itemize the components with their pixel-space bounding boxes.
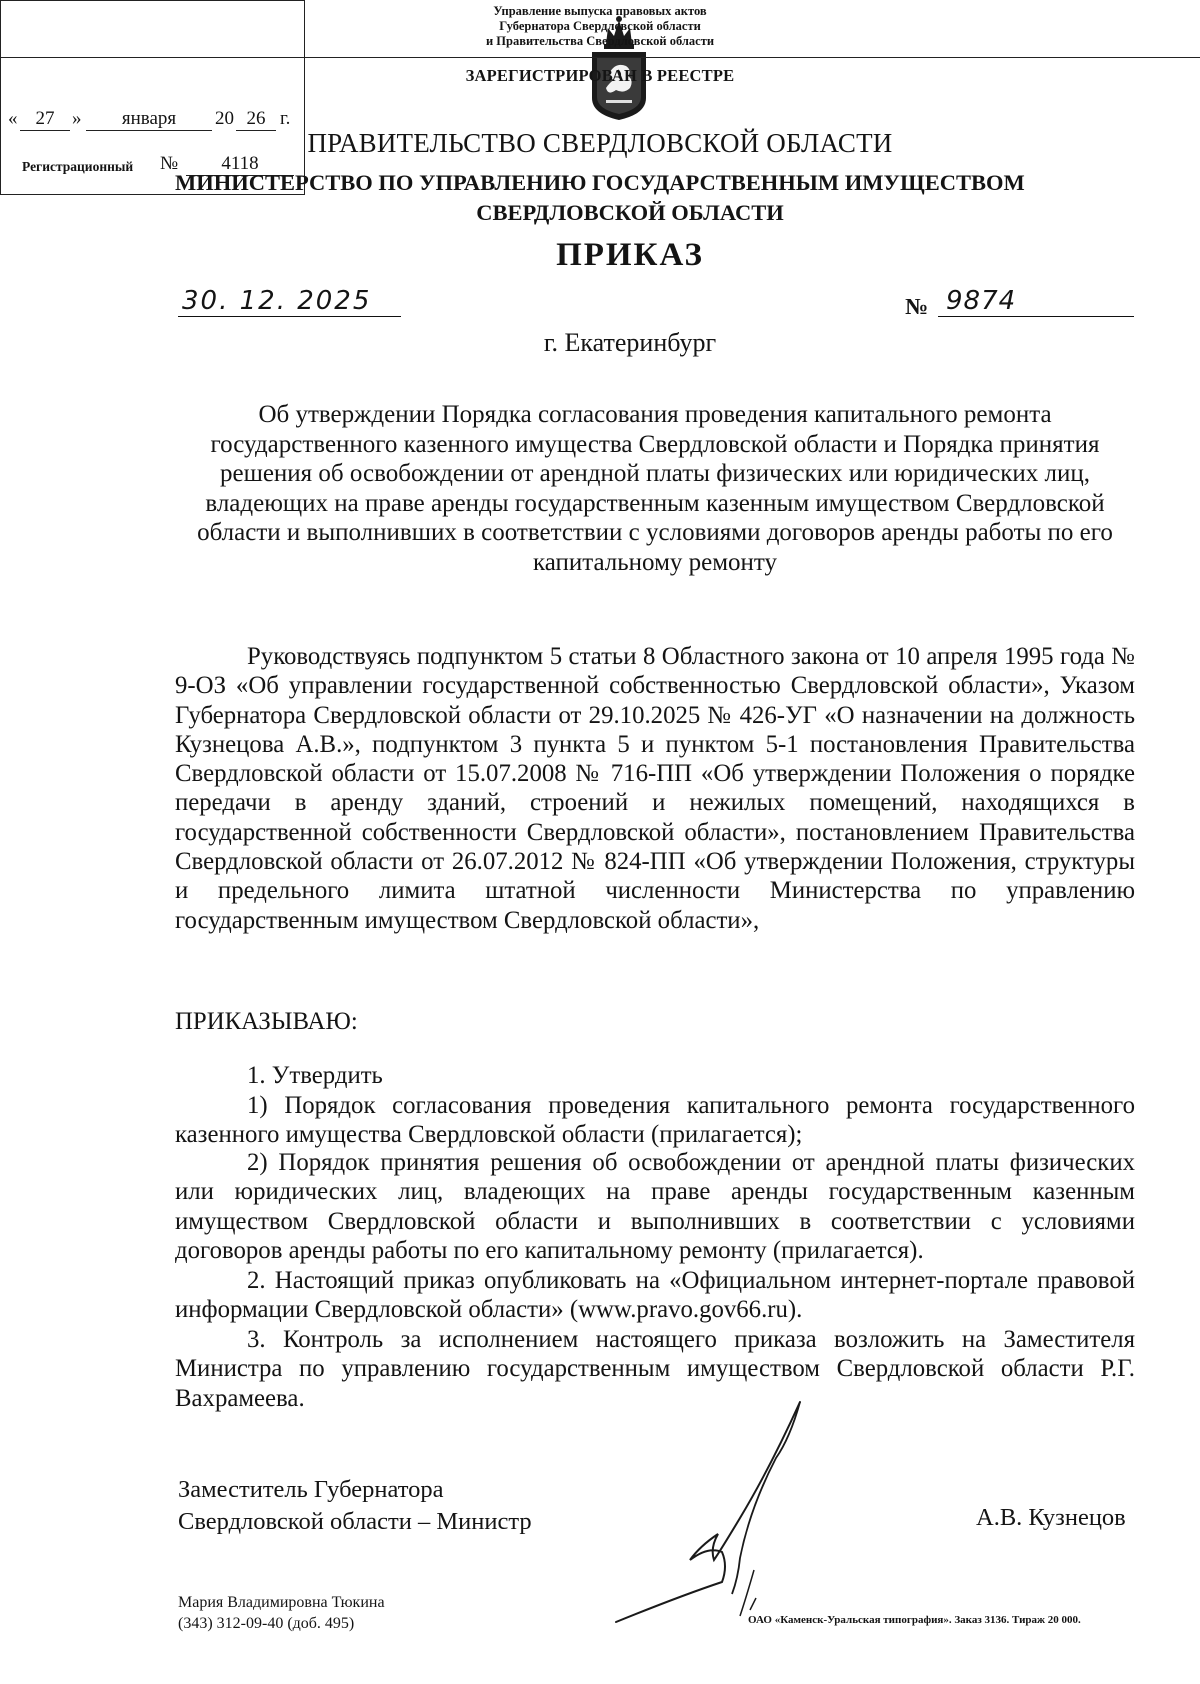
legal-basis-paragraph: Руководствуясь подпунктом 5 статьи 8 Областного закона от 10 апреля 1995 года № 9-ОЗ «Об управлении государственной собственностью Свердловской области», Указом Губернатора Свердловской области от 29.10.2025 № 426-УГ «О назначении на должность Кузнецова А.В.», подпунктом 3 пункта 5 и пунктом 5-1 постановления Правительства Свердловской области от 15.07.2008 № 716-ПП «Об утверждении Положения о порядке передачи в аренду зданий, строений и нежилых помещений, находящихся в государственной собственности Свердловской области», постановлением Правительства Свердловской области от 26.07.2012 № 824-ПП «Об утверждении Положения, структуры и предельного лимита штатной численности Министерства по управлению государственным имуществом Свердловской области»,: [175, 643, 1135, 934]
order-number: 9874: [946, 286, 1017, 316]
stamp-close-quote: »: [72, 108, 82, 129]
stamp-year-prefix: 20: [215, 108, 234, 129]
stamp-organization: [0, 4, 1200, 49]
item-1-subitem-2: 2) Порядок принятия решения об освобождении от арендной платы физических или юридических лиц, владеющих на праве аренды государственным казенным имуществом Свердловской области и выполнивших в соответствии с условиями договоров аренды работы по его капитальному ремонту (прилагается).: [175, 1149, 1135, 1264]
stamp-org-line: Управление выпуска правовых актов: [493, 4, 707, 18]
signatory-position-line1: Заместитель Губернатора: [178, 1476, 444, 1503]
stamp-year-abbr: г.: [280, 108, 291, 129]
stamp-reg-number: 4118: [186, 153, 294, 176]
stamp-registered-label: ЗАРЕГИСТРИРОВАН В РЕЕСТРЕ: [465, 66, 735, 85]
document-type-heading: ПРИКАЗ: [556, 237, 704, 273]
stamp-no-sign: №: [160, 153, 179, 174]
stamp-day: 27: [20, 108, 70, 131]
signatory-name: А.В. Кузнецов: [976, 1504, 1126, 1531]
ministry-heading-line2: СВЕРДЛОВСКОЙ ОБЛАСТИ: [476, 200, 784, 225]
stamp-reg-label: Регистрационный: [22, 159, 134, 174]
stamp-divider: [0, 57, 1200, 58]
executor-phone: (343) 312-09-40 (доб. 495): [178, 1615, 355, 1632]
city-line: г. Екатеринбург: [543, 328, 717, 357]
ministry-heading-line1: МИНИСТЕРСТВО ПО УПРАВЛЕНИЮ ГОСУДАРСТВЕННЫМ ИМУЩЕСТВОМ: [175, 170, 1025, 195]
handwritten-signature: [590, 1398, 830, 1628]
executor-info: [178, 1592, 385, 1634]
stamp-open-quote: «: [8, 108, 18, 129]
order-title: Об утверждении Порядка согласования проведения капитального ремонта государственного казенного имущества Свердловской области и Порядка принятия решения об освобождении от арендной платы физических или юридических лиц, владеющих на праве аренды государственным казенным имуществом Свердловской области и выполнивших в соответствии с условиями договоров аренды работы по его капитальному ремонту: [197, 401, 1113, 576]
stamp-org-line: и Правительства Свердловской области: [485, 34, 715, 48]
order-word: ПРИКАЗЫВАЮ:: [175, 1008, 358, 1035]
item-1-subitem-1: 1) Порядок согласования проведения капитального ремонта государственного казенного имущества Свердловской области (прилагается);: [175, 1092, 1135, 1149]
item-2: 2. Настоящий приказ опубликовать на «Официальном интернет-портале правовой информации Свердловской области» (www.pravo.gov66.ru).: [175, 1267, 1135, 1324]
item-3: 3. Контроль за исполнением настоящего приказа возложить на Заместителя Министра по управлению государственным имуществом Свердловской области Р.Г. Вахрамеева.: [175, 1326, 1135, 1412]
item-1: 1. Утвердить: [247, 1062, 383, 1089]
signatory-position-line2: Свердловской области – Министр: [178, 1508, 532, 1535]
order-date: 30. 12. 2025: [178, 286, 401, 317]
printer-imprint: ОАО «Каменск-Уральская типография». Заказ 3136. Тираж 20 000.: [748, 1614, 1081, 1626]
executor-name: Мария Владимировна Тюкина: [178, 1594, 385, 1611]
stamp-org-line: Губернатора Свердловской области: [499, 19, 701, 33]
stamp-month: января: [86, 108, 212, 131]
order-number-label: №: [905, 294, 929, 319]
signatory-position: [178, 1474, 532, 1538]
government-heading: ПРАВИТЕЛЬСТВО СВЕРДЛОВСКОЙ ОБЛАСТИ: [307, 128, 893, 158]
stamp-year-suffix: 26: [236, 108, 276, 131]
